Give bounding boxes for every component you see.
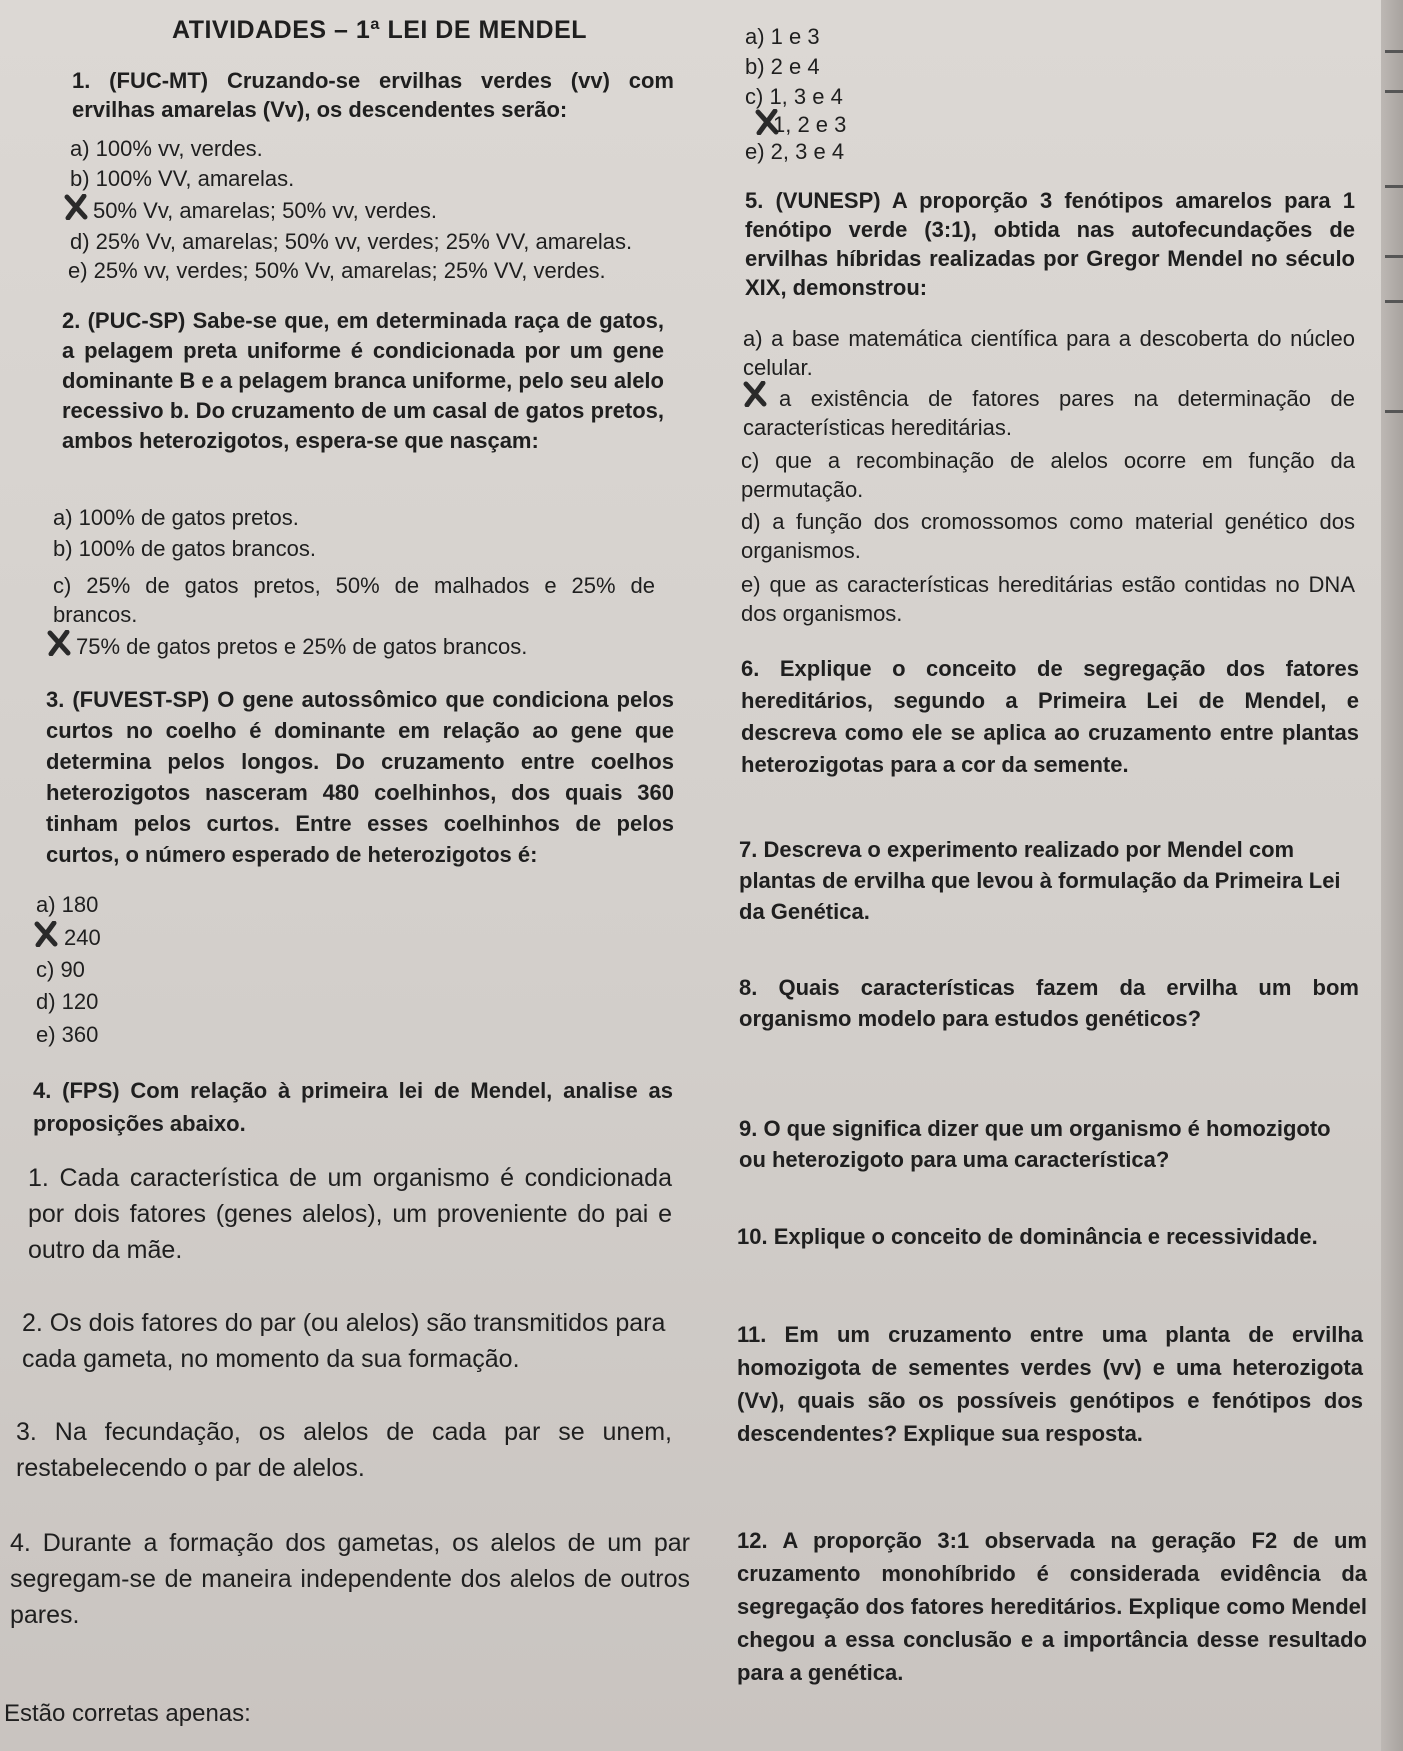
binder-tick bbox=[1385, 410, 1403, 413]
q4-option-e: e) 2, 3 e 4 bbox=[745, 139, 845, 164]
question-4-stem: 4. (FPS) Com relação à primeira lei de Mendel, analise as proposições abaixo. bbox=[33, 1078, 673, 1136]
q4-proposition-3: 3. Na fecundação, os alelos de cada par se unem, restabelecendo o par de alelos. bbox=[16, 1418, 672, 1482]
question-5-stem: 5. (VUNESP) A proporção 3 fenótipos amarelos para 1 fenótipo verde (3:1), obtida nas autofecundações de ervilhas híbridas realizadas por Gregor Mendel no século XIX, demonstrou: bbox=[745, 188, 1355, 300]
binder-tick bbox=[1385, 90, 1403, 93]
q3-option-e: e) 360 bbox=[36, 1022, 99, 1047]
q4-option-a: a) 1 e 3 bbox=[745, 24, 820, 49]
answer-mark-icon bbox=[47, 630, 71, 656]
q1-option-c: 50% Vv, amarelas; 50% vv, verdes. bbox=[93, 198, 437, 223]
question-6: 6. Explique o conceito de segregação dos fatores hereditários, segundo a Primeira Lei de Mendel, e descreva como ele se aplica ao cruzamento entre plantas heterozigotas para a cor da semente. bbox=[741, 656, 1359, 777]
q2-option-d: 75% de gatos pretos e 25% de gatos brancos. bbox=[76, 634, 528, 659]
q5-option-c: c) que a recombinação de alelos ocorre em função da permutação. bbox=[741, 448, 1355, 502]
q4-option-c: c) 1, 3 e 4 bbox=[745, 84, 843, 109]
q1-option-d: d) 25% Vv, amarelas; 50% vv, verdes; 25% VV, amarelas. bbox=[70, 229, 633, 254]
q3-option-d: d) 120 bbox=[36, 989, 99, 1014]
question-9: 9. O que significa dizer que um organismo é homozigoto ou heterozigoto para uma característica? bbox=[739, 1116, 1331, 1172]
question-10: 10. Explique o conceito de dominância e recessividade. bbox=[737, 1224, 1318, 1249]
q2-option-b: b) 100% de gatos brancos. bbox=[53, 536, 316, 561]
q4-proposition-1: 1. Cada característica de um organismo é condicionada por dois fatores (genes alelos), um proveniente do pai e outro da mãe. bbox=[28, 1164, 672, 1264]
question-8: 8. Quais características fazem da ervilha um bom organismo modelo para estudos genéticos? bbox=[739, 975, 1359, 1031]
q1-option-a: a) 100% vv, verdes. bbox=[70, 136, 263, 161]
answer-mark-icon bbox=[64, 194, 88, 220]
question-1-stem: 1. (FUC-MT) Cruzando-se ervilhas verdes (vv) com ervilhas amarelas (Vv), os descendentes serão: bbox=[72, 68, 674, 122]
answer-mark-icon bbox=[34, 921, 58, 947]
binder-tick bbox=[1385, 50, 1403, 53]
q1-option-e: e) 25% vv, verdes; 50% Vv, amarelas; 25% VV, verdes. bbox=[68, 258, 606, 283]
binder-tick bbox=[1385, 300, 1403, 303]
q5-option-a: a) a base matemática científica para a descoberta do núcleo celular. bbox=[743, 326, 1355, 380]
q5-option-b: a existência de fatores pares na determinação de características hereditárias. bbox=[743, 386, 1355, 440]
binder-tick bbox=[1385, 185, 1403, 188]
q4-proposition-4: 4. Durante a formação dos gametas, os alelos de um par segregam-se de maneira independente dos alelos de outros pares. bbox=[10, 1529, 690, 1629]
question-7: 7. Descreva o experimento realizado por Mendel com plantas de ervilha que levou à formulação da Primeira Lei da Genética. bbox=[739, 837, 1341, 924]
q1-option-b: b) 100% VV, amarelas. bbox=[70, 166, 295, 191]
q2-option-c: c) 25% de gatos pretos, 50% de malhados e 25% de brancos. bbox=[53, 573, 655, 627]
q4-footer: Estão corretas apenas: bbox=[4, 1700, 251, 1727]
page-title: ATIVIDADES – 1ª LEI DE MENDEL bbox=[172, 16, 588, 44]
q4-option-b: b) 2 e 4 bbox=[745, 54, 820, 79]
q3-option-a: a) 180 bbox=[36, 892, 99, 917]
q4-option-d: 1, 2 e 3 bbox=[773, 112, 847, 137]
question-12: 12. A proporção 3:1 observada na geração F2 de um cruzamento monohíbrido é considerada evidência da segregação dos fatores hereditários. Explique como Mendel chegou a essa conclusão e a importância desse resultado para a genética. bbox=[737, 1528, 1367, 1685]
q3-option-c: c) 90 bbox=[36, 957, 85, 982]
q5-option-e: e) que as características hereditárias estão contidas no DNA dos organismos. bbox=[741, 572, 1355, 626]
q4-proposition-2: 2. Os dois fatores do par (ou alelos) são transmitidos para cada gameta, no momento da sua formação. bbox=[22, 1309, 666, 1373]
question-11: 11. Em um cruzamento entre uma planta de ervilha homozigota de sementes verdes (vv) e uma heterozigota (Vv), quais são os possíveis genótipos e fenótipos dos descendentes? Explique sua resposta. bbox=[737, 1322, 1363, 1446]
q5-option-d: d) a função dos cromossomos como material genético dos organismos. bbox=[741, 509, 1355, 563]
question-3-stem: 3. (FUVEST-SP) O gene autossômico que condiciona pelos curtos no coelho é dominante em relação ao gene que determina pelos longos. Do cruzamento entre coelhos heterozigotos nasceram 480 coelhinhos, dos quais 360 tinham pelos curtos. Entre esses coelhinhos de pelos curtos, o número esperado de heterozigotos é: bbox=[46, 687, 674, 867]
binder-edge bbox=[1381, 0, 1403, 1751]
q2-option-a: a) 100% de gatos pretos. bbox=[53, 505, 299, 530]
binder-tick bbox=[1385, 255, 1403, 258]
question-2-stem: 2. (PUC-SP) Sabe-se que, em determinada raça de gatos, a pelagem preta uniforme é condicionada por um gene dominante B e a pelagem branca uniforme, pelo seu alelo recessivo b. Do cruzamento de um casal de gatos pretos, ambos heterozigotos, espera-se que nasçam: bbox=[62, 308, 664, 453]
q3-option-b: 240 bbox=[64, 925, 101, 950]
